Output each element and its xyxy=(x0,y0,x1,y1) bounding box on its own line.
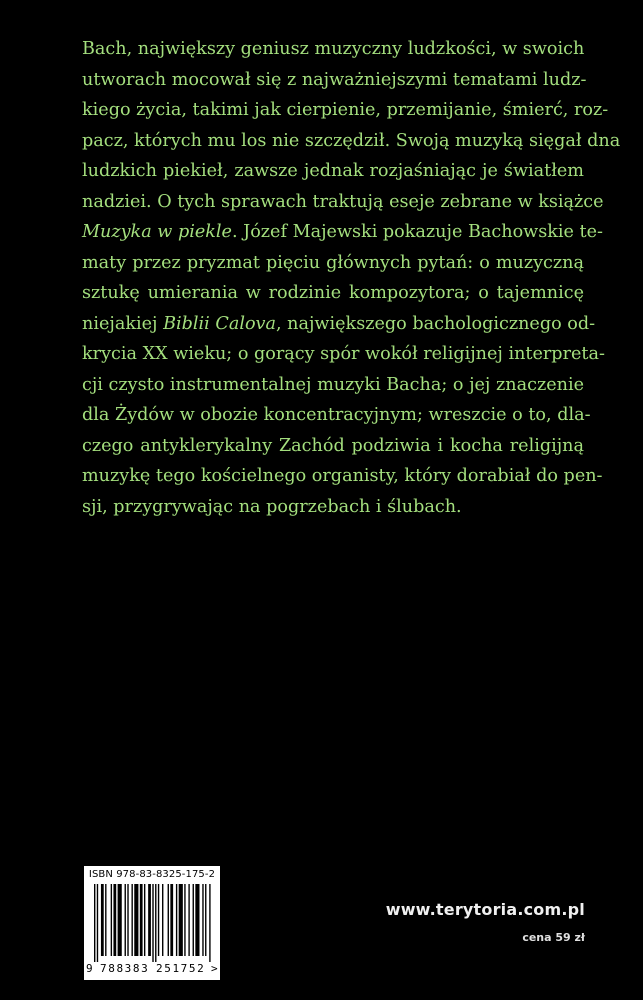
blurb-line: sji, przygrywając na pogrzebach i ślubach. xyxy=(82,496,462,517)
barcode-bar xyxy=(118,884,122,956)
barcode-digits-right: 251752 xyxy=(156,962,206,975)
barcode-bar xyxy=(184,884,185,956)
barcode-bar xyxy=(179,884,183,956)
back-cover-blurb xyxy=(82,34,621,522)
isbn-barcode-box xyxy=(84,866,220,980)
blurb-line: maty przez pryzmat pięciu głównych pytań: o muzyczną xyxy=(82,252,584,273)
barcode-bar xyxy=(140,884,143,956)
barcode-digits-left: 788383 xyxy=(100,962,150,975)
blurb-line: utworach mocował się z najważniejszymi tematami ludz- xyxy=(82,69,587,90)
blurb-line: muzykę tego kościelnego organisty, który dorabiał do pen- xyxy=(82,466,603,486)
barcode-bar xyxy=(188,884,189,956)
biblia-calova-italic: Biblii Calova xyxy=(163,313,276,334)
barcode-bar xyxy=(168,884,169,956)
barcode-bar xyxy=(152,884,153,962)
publisher-website: www.terytoria.com.pl xyxy=(385,900,585,919)
barcode-bar xyxy=(97,884,98,962)
book-title-italic: Muzyka w piekle xyxy=(82,222,232,242)
blurb-line-text: Józef Majewski pokazuje Bachowskie te- xyxy=(243,222,603,242)
isbn-label: ISBN 978-83-8325-175-2 xyxy=(88,869,216,880)
barcode-bar xyxy=(134,884,138,956)
blurb-line: czego antyklerykalny Zachód podziwia i kocha religijną xyxy=(82,435,584,456)
barcode-bar xyxy=(94,884,95,962)
barcode-bar xyxy=(155,884,156,962)
blurb-line xyxy=(82,309,596,340)
barcode-bar xyxy=(170,884,173,956)
barcode-digit-first: 9 xyxy=(86,962,93,975)
barcode-bar xyxy=(202,884,203,956)
barcode-bar xyxy=(148,884,151,956)
barcode-bar xyxy=(195,884,199,956)
barcode-bar xyxy=(101,884,104,956)
barcode-bar xyxy=(162,884,163,956)
blurb-line: nadziei. O tych sprawach traktują eseje zebrane w książce xyxy=(82,191,604,212)
blurb-line: dla Żydów w obozie koncentracyjnym; wreszcie o to, dla- xyxy=(82,405,591,425)
blurb-line: kiego życia, takimi jak cierpienie, przemijanie, śmierć, roz- xyxy=(82,100,609,120)
barcode-bar xyxy=(127,884,128,956)
barcode-bar xyxy=(111,884,112,956)
barcode-bar xyxy=(209,884,210,962)
barcode-icon xyxy=(94,884,212,962)
barcode-digit-end: > xyxy=(211,962,218,975)
blurb-line: ludzkich piekieł, zawsze jednak rozjaśniając je światłem xyxy=(82,161,584,181)
barcode-bar xyxy=(131,884,132,956)
blurb-line xyxy=(82,217,603,248)
blurb-line: pacz, których mu los nie szczędził. Swoją muzyką sięgał dna xyxy=(82,130,621,151)
price-label: cena 59 zł xyxy=(522,931,585,944)
blurb-line-text: , największego bachologicznego od- xyxy=(275,313,596,334)
blurb-line: cji czysto instrumentalnej muzyki Bacha; o jej znaczenie xyxy=(82,374,584,395)
barcode-bar xyxy=(113,884,116,956)
barcode-bar xyxy=(105,884,106,956)
blurb-line: Bach, największy geniusz muzyczny ludzkości, w swoich xyxy=(82,39,585,59)
blurb-line-text: niejakiej xyxy=(82,313,158,334)
barcode-bar xyxy=(193,884,194,956)
barcode-bar xyxy=(144,884,145,956)
barcode-bar xyxy=(205,884,206,956)
barcode-bar xyxy=(176,884,177,956)
title-period: . xyxy=(231,222,238,242)
blurb-line: sztukę umierania w rodzinie kompozytora; o tajemnicę xyxy=(82,283,584,303)
barcode-bar xyxy=(158,884,159,956)
blurb-line: krycia XX wieku; o gorący spór wokół religijnej interpreta- xyxy=(82,344,605,364)
barcode-bar xyxy=(125,884,126,956)
